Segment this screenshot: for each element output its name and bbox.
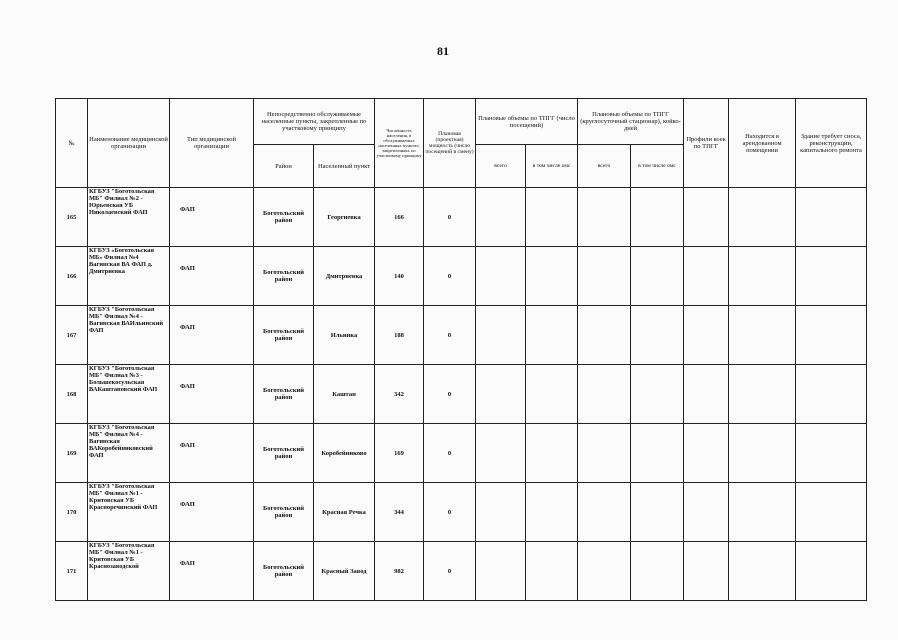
capacity-cell: 0	[424, 483, 476, 542]
empty-cell	[526, 365, 578, 424]
settlement-cell: Каштан	[314, 365, 375, 424]
settlement-cell: Красный Завод	[314, 542, 375, 601]
org-name-cell: КГБУЗ "Боготольская МБ" Филиал №1 - Критовская УБ Краснозаводской	[88, 542, 170, 601]
capacity-cell: 0	[424, 424, 476, 483]
facilities-table	[55, 98, 867, 601]
capacity-cell: 0	[424, 365, 476, 424]
capacity-cell: 0	[424, 306, 476, 365]
empty-cell	[476, 542, 526, 601]
empty-cell	[684, 247, 729, 306]
empty-cell	[578, 365, 631, 424]
district-cell: Боготольский район	[254, 365, 314, 424]
population-cell: 166	[375, 188, 424, 247]
empty-cell	[476, 365, 526, 424]
empty-cell	[796, 306, 867, 365]
col-bed-profile-header: Профили коек по ТПГГ	[684, 99, 729, 188]
settlement-cell: Дмитриевка	[314, 247, 375, 306]
col-num-header: №	[56, 99, 88, 188]
org-name-cell: КГБУЗ "Боготольская МБ" Филиал №4 - Вагинская ВАКоробейниковский ФАП	[88, 424, 170, 483]
row-number: 166	[56, 247, 88, 306]
empty-cell	[526, 483, 578, 542]
row-number: 170	[56, 483, 88, 542]
empty-cell	[729, 306, 796, 365]
district-cell: Боготольский район	[254, 424, 314, 483]
settlement-cell: Красная Речка	[314, 483, 375, 542]
org-type-cell: ФАП	[170, 247, 254, 306]
empty-cell	[796, 424, 867, 483]
empty-cell	[631, 247, 684, 306]
district-cell: Боготольский район	[254, 188, 314, 247]
empty-cell	[631, 306, 684, 365]
empty-cell	[729, 247, 796, 306]
org-type-cell: ФАП	[170, 306, 254, 365]
empty-cell	[526, 306, 578, 365]
row-number: 167	[56, 306, 88, 365]
empty-cell	[476, 424, 526, 483]
population-cell: 169	[375, 424, 424, 483]
district-cell: Боготольский район	[254, 542, 314, 601]
empty-cell	[684, 542, 729, 601]
row-number: 168	[56, 365, 88, 424]
table-row	[56, 424, 867, 483]
empty-cell	[578, 483, 631, 542]
district-cell: Боготольский район	[254, 483, 314, 542]
empty-cell	[684, 365, 729, 424]
empty-cell	[796, 365, 867, 424]
empty-cell	[684, 188, 729, 247]
empty-cell	[796, 483, 867, 542]
table-row	[56, 365, 867, 424]
col-org-type-header: Тип медицинской организации	[170, 99, 254, 188]
org-type-cell: ФАП	[170, 542, 254, 601]
population-cell: 188	[375, 306, 424, 365]
empty-cell	[526, 247, 578, 306]
population-cell: 342	[375, 365, 424, 424]
col-beds-oms-header: в том числе омс	[631, 145, 684, 188]
col-needs-repair-header: Здание требует сноса, реконструкции, капитального ремонта	[796, 99, 867, 188]
empty-cell	[578, 247, 631, 306]
empty-cell	[578, 424, 631, 483]
col-visits-total-header: всего	[476, 145, 526, 188]
settlement-cell: Коробейниково	[314, 424, 375, 483]
org-type-cell: ФАП	[170, 483, 254, 542]
empty-cell	[684, 306, 729, 365]
empty-cell	[578, 306, 631, 365]
empty-cell	[631, 188, 684, 247]
org-name-cell: КГБУЗ "Боготольская МБ" Филиал №4 - Вагинская ВАИльинский ФАП	[88, 306, 170, 365]
col-served-group-header: Непосредственно обслуживаемые населенные пункты, закрепленные по участковому принципу	[254, 99, 375, 145]
empty-cell	[796, 542, 867, 601]
table-row	[56, 306, 867, 365]
empty-cell	[729, 365, 796, 424]
empty-cell	[526, 542, 578, 601]
row-number: 171	[56, 542, 88, 601]
col-org-name-header: Наименование медицинской организации	[88, 99, 170, 188]
org-name-cell: КГБУЗ "Боготольская МБ" Филиал №3 - Большекосульская ВАКаштановский ФАП	[88, 365, 170, 424]
org-type-cell: ФАП	[170, 188, 254, 247]
empty-cell	[729, 424, 796, 483]
district-cell: Боготольский район	[254, 247, 314, 306]
col-planned-beds-header: Плановые объемы по ТПГГ (круглосуточный стационар), койко-дней	[578, 99, 684, 145]
capacity-cell: 0	[424, 542, 476, 601]
empty-cell	[729, 542, 796, 601]
col-population-header: Численность населения, в обслуживаемых населенных пунктах, закрепленных по участковому принципу	[375, 99, 424, 188]
empty-cell	[526, 424, 578, 483]
empty-cell	[476, 306, 526, 365]
empty-cell	[796, 188, 867, 247]
row-number: 169	[56, 424, 88, 483]
population-cell: 344	[375, 483, 424, 542]
org-type-cell: ФАП	[170, 424, 254, 483]
col-settlement-header: Населенный пункт	[314, 145, 375, 188]
org-type-cell: ФАП	[170, 365, 254, 424]
col-beds-total-header: всего	[578, 145, 631, 188]
table-row	[56, 483, 867, 542]
table-row	[56, 542, 867, 601]
settlement-cell: Георгиевка	[314, 188, 375, 247]
empty-cell	[526, 188, 578, 247]
empty-cell	[796, 247, 867, 306]
org-name-cell: КГБУЗ "Боготольская МБ" Филиал №2 - Юрьевская УБ Николаевский ФАП	[88, 188, 170, 247]
empty-cell	[578, 542, 631, 601]
org-name-cell: КГБУЗ "Боготольская МБ" Филиал №1 - Критовская УБ Красноречинский ФАП	[88, 483, 170, 542]
district-cell: Боготольский район	[254, 306, 314, 365]
table-row	[56, 247, 867, 306]
empty-cell	[729, 483, 796, 542]
empty-cell	[631, 542, 684, 601]
capacity-cell: 0	[424, 247, 476, 306]
table-row	[56, 188, 867, 247]
population-cell: 982	[375, 542, 424, 601]
col-rented-header: Находится в арендованном помещении	[729, 99, 796, 188]
empty-cell	[729, 188, 796, 247]
empty-cell	[631, 365, 684, 424]
empty-cell	[476, 247, 526, 306]
col-capacity-header: Плановая (проектная) мощность (число посещений в смену)	[424, 99, 476, 188]
settlement-cell: Ильинка	[314, 306, 375, 365]
capacity-cell: 0	[424, 188, 476, 247]
empty-cell	[578, 188, 631, 247]
page-number: 81	[437, 44, 449, 58]
population-cell: 140	[375, 247, 424, 306]
empty-cell	[684, 483, 729, 542]
org-name-cell: КГБУЗ «Боготольская МБ» Филиал №4 Вагинская ВА ФАП д. Дмитриевка	[88, 247, 170, 306]
empty-cell	[476, 483, 526, 542]
empty-cell	[631, 424, 684, 483]
empty-cell	[476, 188, 526, 247]
col-district-header: Район	[254, 145, 314, 188]
col-visits-oms-header: в том числе омс	[526, 145, 578, 188]
row-number: 165	[56, 188, 88, 247]
col-planned-visits-header: Плановые объемы по ТПГГ (число посещений)	[476, 99, 578, 145]
empty-cell	[631, 483, 684, 542]
empty-cell	[684, 424, 729, 483]
